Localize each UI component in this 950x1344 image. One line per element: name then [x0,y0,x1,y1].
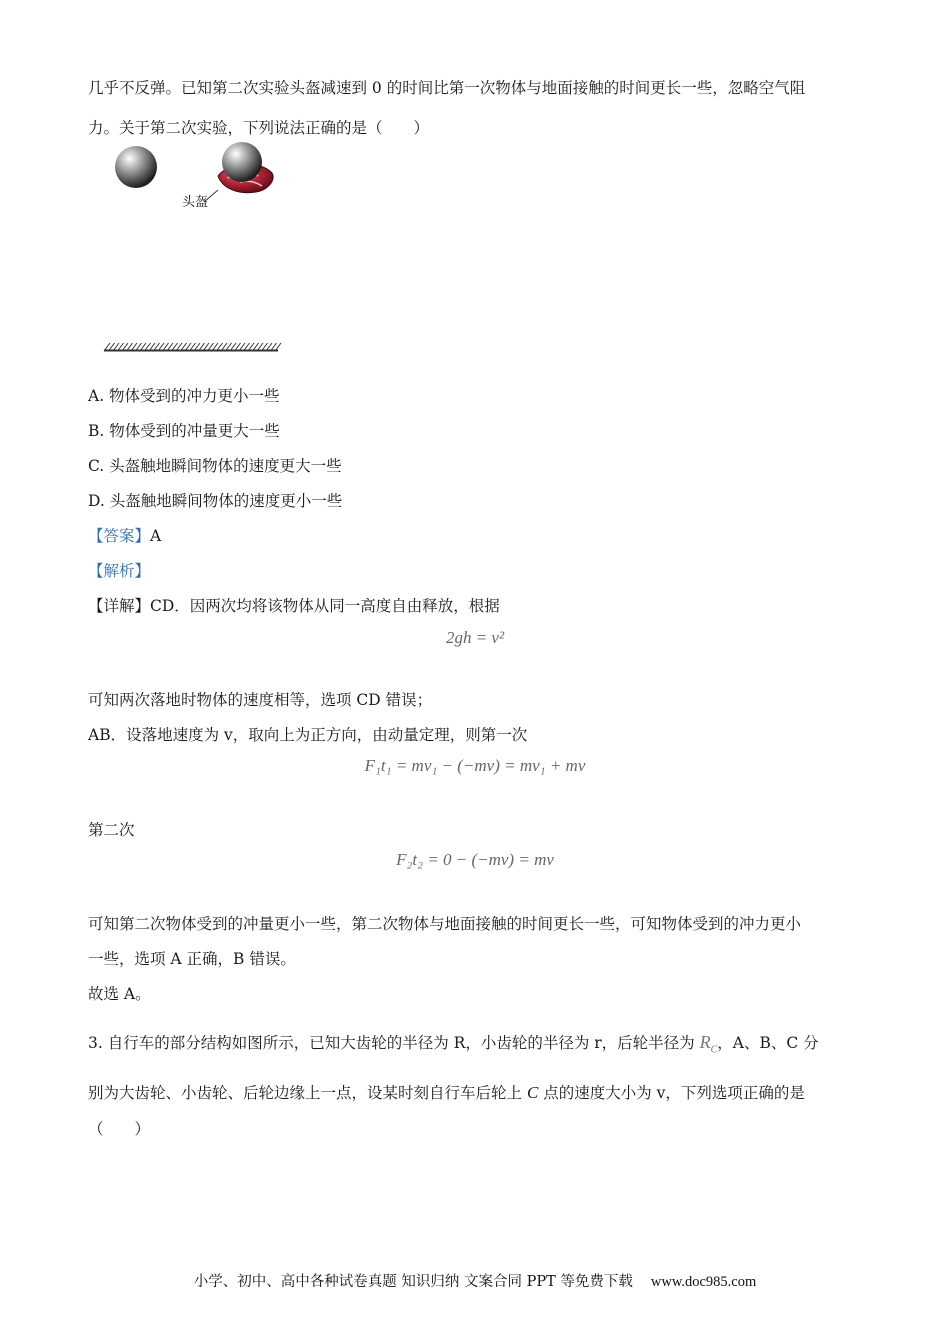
page-footer [0,1270,950,1291]
detail-text-1: CD．因两次均将该物体从同一高度自由释放，根据 [150,597,500,615]
detail-line-7: 故选 A。 [88,985,151,1003]
rc-symbol-sub: C [710,1044,718,1056]
q3-text-2a: 别为大齿轮、小齿轮、后轮边缘上一点，设某时刻自行车后轮上 [88,1084,523,1102]
detail-line-5: 可知第二次物体受到的冲量更小一些，第二次物体与地面接触的时间更长一些，可知物体受到的冲力更小 [88,915,802,933]
formula-1: 2gh = v² [445,628,505,647]
q3-line-3: （ ） [88,1120,151,1138]
footer-text: 小学、初中、高中各种试卷真题 知识归纳 文案合同 PPT 等免费下载 [193,1274,633,1290]
option-d: D. 头盔触地瞬间物体的速度更小一些 [88,492,343,510]
rc-symbol [699,1032,718,1056]
question-text-line-1: 几乎不反弹。已知第二次实验头盔减速到 0 的时间比第一次物体与地面接触的时间更长一些，忽略空气阻 [88,79,806,97]
detail-line-1 [88,594,500,616]
question-text-line-2: 力。关于第二次实验，下列说法正确的是（ ） [88,119,430,137]
q3-line-1 [88,1031,819,1056]
answer-line [88,524,161,546]
experiment-figure [100,140,290,360]
footer-url[interactable]: www.doc985.com [650,1274,757,1290]
detail-line-6: 一些，选项 A 正确，B 错误。 [88,950,296,968]
detail-line-4: 第二次 [88,821,135,839]
option-a: A. 物体受到的冲力更小一些 [88,387,280,405]
q3-text-1a: 3. 自行车的部分结构如图所示，已知大齿轮的半径为 R，小齿轮的半径为 r，后轮半径为 [88,1034,695,1052]
c-symbol: C [526,1083,539,1102]
q3-line-2 [88,1081,805,1103]
analysis-label: 【解析】 [88,562,151,580]
ball-first-experiment [115,146,157,188]
detail-label: 【详解】 [88,597,151,615]
option-c: C. 头盔触地瞬间物体的速度更大一些 [88,457,342,475]
helmet-label: 头盔 [182,195,209,210]
rc-symbol-base: R [699,1032,711,1052]
answer-value: A [150,527,162,545]
answer-label: 【答案】 [88,527,151,545]
q3-text-2b: 点的速度大小为 v，下列选项正确的是 [543,1084,805,1102]
formula-3: F₂t₂ = 0 − (−mv) = mv [396,850,554,869]
ball-second-experiment [222,142,262,182]
formula-2: F₁t₁ = mv₁ − (−mv) = mv₁ + mv [364,756,586,775]
option-b: B. 物体受到的冲量更大一些 [88,422,280,440]
detail-line-2: 可知两次落地时物体的速度相等，选项 CD 错误； [88,691,433,709]
q3-text-1b: ，A、B、C 分 [717,1034,819,1052]
ground-hatching [100,341,282,353]
detail-line-3: AB．设落地速度为 v，取向上为正方向，由动量定理，则第一次 [88,726,528,744]
